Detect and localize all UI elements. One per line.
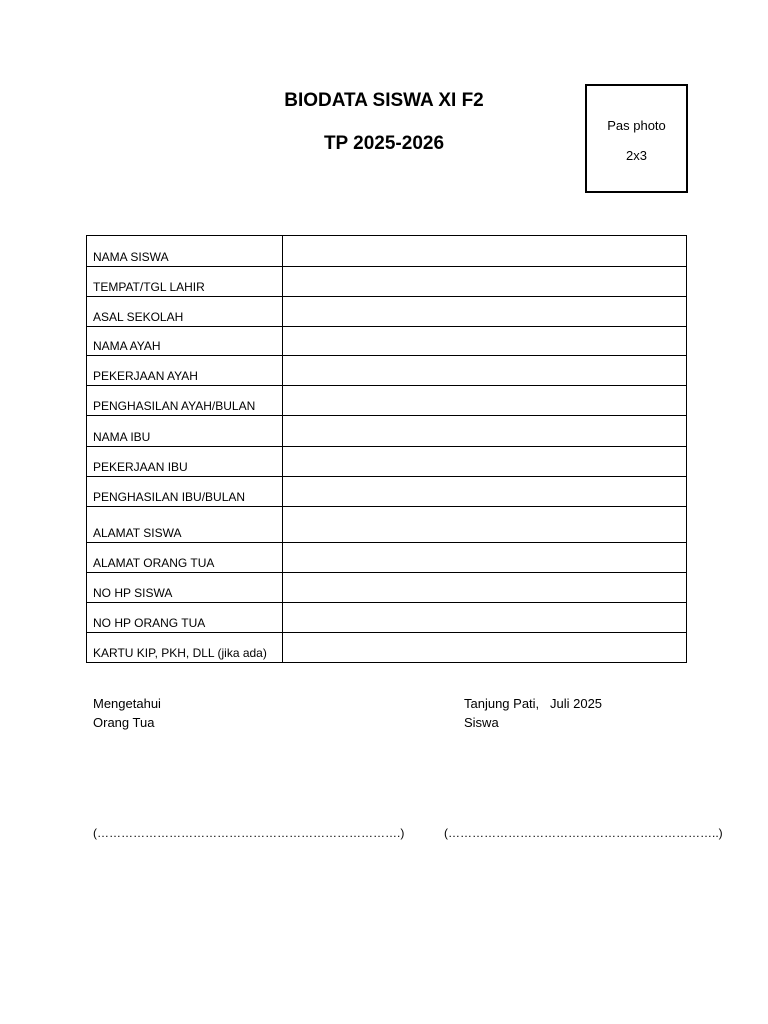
table-row	[87, 236, 687, 267]
field-value[interactable]	[282, 543, 686, 573]
field-value[interactable]	[282, 356, 686, 386]
field-value[interactable]	[282, 416, 686, 447]
parent-signature-block	[93, 694, 161, 732]
field-label: ASAL SEKOLAH	[87, 297, 283, 327]
field-label: TEMPAT/TGL LAHIR	[87, 267, 283, 297]
field-label: PENGHASILAN IBU/BULAN	[87, 477, 283, 507]
field-value[interactable]	[282, 236, 686, 267]
field-label: ALAMAT SISWA	[87, 507, 283, 543]
field-label: PENGHASILAN AYAH/BULAN	[87, 386, 283, 416]
field-value[interactable]	[282, 327, 686, 356]
table-row	[87, 386, 687, 416]
field-label: KARTU KIP, PKH, DLL (jika ada)	[87, 633, 283, 663]
table-row	[87, 447, 687, 477]
student-signature-line: (…………………………………………………………..)	[444, 826, 723, 840]
parent-label: Orang Tua	[93, 715, 155, 730]
place-date-label: Tanjung Pati, Juli 2025	[464, 696, 603, 711]
table-row	[87, 416, 687, 447]
biodata-table	[86, 235, 687, 663]
table-row	[87, 327, 687, 356]
document-title: BIODATA SISWA XI F2	[284, 90, 484, 111]
field-value[interactable]	[282, 477, 686, 507]
table-row	[87, 356, 687, 386]
field-value[interactable]	[282, 603, 686, 633]
table-row	[87, 507, 687, 543]
field-label: NO HP SISWA	[87, 573, 283, 603]
field-value[interactable]	[282, 297, 686, 327]
field-label: PEKERJAAN AYAH	[87, 356, 283, 386]
table-row	[87, 477, 687, 507]
document-subtitle: TP 2025-2026	[323, 133, 445, 154]
field-value[interactable]	[282, 633, 686, 663]
photo-box-size: 2x3	[626, 148, 647, 163]
acknowledged-label: Mengetahui	[93, 696, 161, 711]
photo-box-label: Pas photo	[607, 118, 666, 133]
field-label: NAMA AYAH	[87, 327, 283, 356]
field-value[interactable]	[282, 573, 686, 603]
field-label: NAMA SISWA	[87, 236, 283, 267]
field-value[interactable]	[282, 386, 686, 416]
parent-signature-line: (………………………………………………………………….)	[93, 826, 405, 840]
table-row	[87, 573, 687, 603]
field-label: ALAMAT ORANG TUA	[87, 543, 283, 573]
table-row	[87, 297, 687, 327]
table-row	[87, 267, 687, 297]
field-value[interactable]	[282, 447, 686, 477]
field-value[interactable]	[282, 507, 686, 543]
student-signature-block	[464, 694, 602, 732]
field-label: PEKERJAAN IBU	[87, 447, 283, 477]
table-row	[87, 543, 687, 573]
table-row	[87, 603, 687, 633]
photo-placeholder-box	[585, 84, 688, 193]
student-label: Siswa	[464, 715, 499, 730]
field-label: NAMA IBU	[87, 416, 283, 447]
field-label: NO HP ORANG TUA	[87, 603, 283, 633]
field-value[interactable]	[282, 267, 686, 297]
table-row	[87, 633, 687, 663]
